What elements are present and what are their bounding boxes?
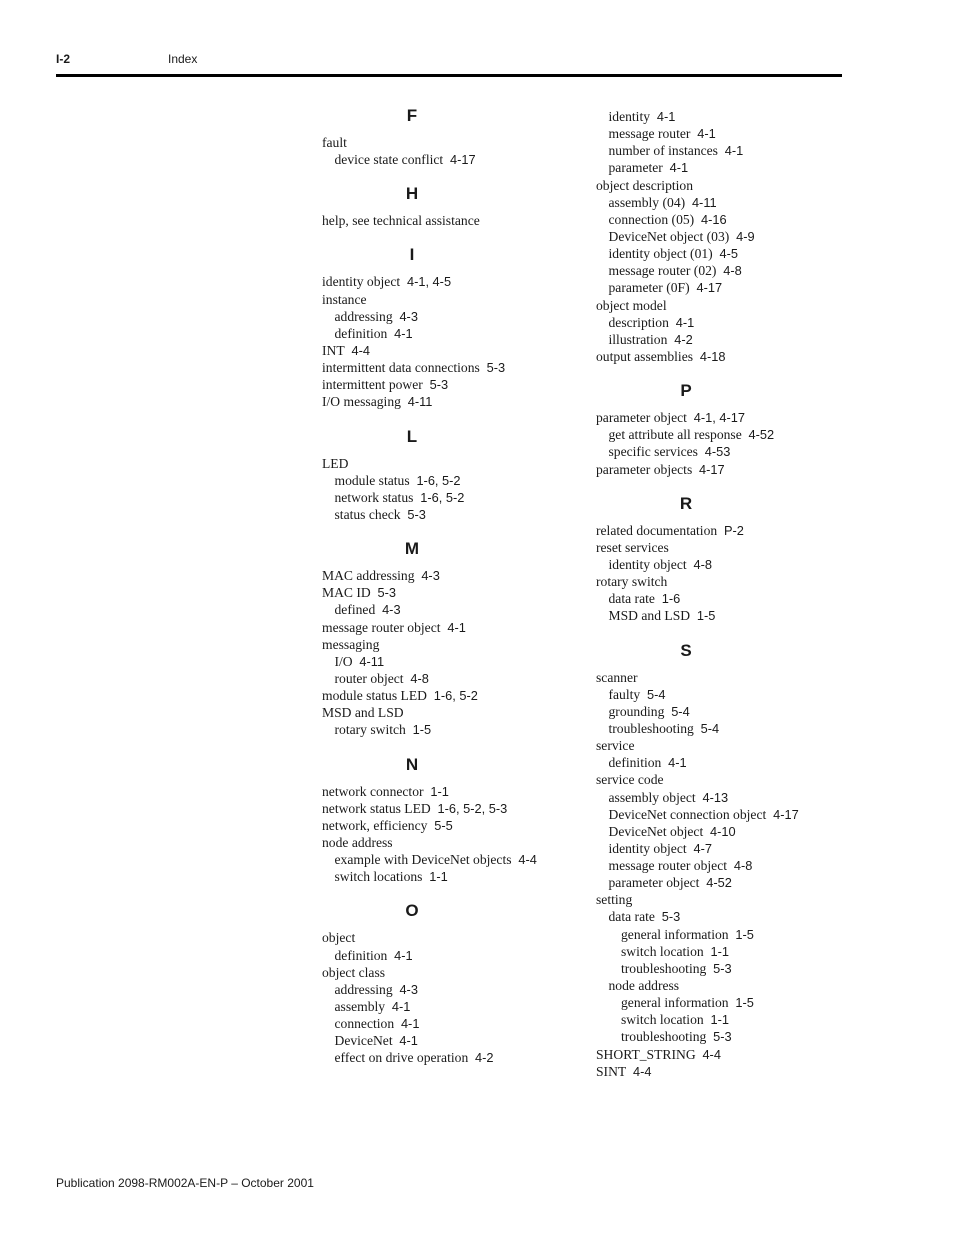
index-entry	[596, 720, 896, 737]
entry-page-ref[interactable]: 4-17	[699, 461, 725, 477]
entry-term: get attribute all response	[608, 427, 742, 443]
index-entry	[596, 1063, 896, 1080]
entry-term: messaging	[322, 636, 380, 652]
entry-page-ref[interactable]: 5-4	[671, 703, 690, 719]
entry-term: parameter (0F)	[608, 280, 690, 296]
index-entry	[596, 960, 896, 977]
entry-page-ref[interactable]: 4-1	[399, 1033, 418, 1049]
index-entry	[322, 868, 578, 885]
index-entry	[596, 590, 896, 607]
index-entry	[596, 409, 896, 426]
entry-page-ref[interactable]: 1-5	[412, 722, 432, 738]
entry-page-ref[interactable]: 1-1	[710, 943, 729, 959]
entry-page-ref[interactable]: 1-5	[696, 608, 716, 624]
entry-term: addressing	[334, 308, 393, 324]
index-entry	[596, 771, 896, 788]
entry-page-ref[interactable]: 5-5	[434, 817, 453, 833]
index-entry	[596, 908, 896, 925]
entry-term: module status	[334, 472, 410, 488]
entry-page-ref[interactable]: 5-3	[407, 506, 426, 522]
entry-term: connection	[334, 1016, 395, 1032]
entry-term: definition	[608, 755, 662, 771]
entry-term: node address	[322, 834, 393, 850]
entry-term: parameter	[608, 160, 663, 176]
index-entry	[322, 584, 578, 601]
section-letter: F	[406, 106, 418, 125]
entry-term: object description	[596, 177, 694, 193]
entry-page-ref[interactable]: 4-53	[704, 444, 731, 460]
index-entry	[322, 981, 578, 998]
entry-term: DeviceNet object (03)	[608, 228, 730, 244]
index-entry	[596, 159, 896, 176]
entry-page-ref[interactable]: 4-52	[706, 875, 732, 891]
index-entry	[322, 359, 578, 376]
entry-term: network status LED	[322, 800, 431, 816]
entry-term: troubleshooting	[621, 1029, 707, 1045]
index-entry	[596, 228, 896, 245]
entry-page-ref[interactable]: 5-4	[700, 720, 720, 736]
entry-term: assembly	[334, 998, 386, 1014]
index-entry	[322, 1032, 578, 1049]
entry-term: switch locations	[334, 869, 423, 885]
index-section	[322, 901, 578, 1066]
index-column-left	[322, 106, 578, 1066]
index-entry	[596, 194, 896, 211]
entry-term: identity object	[322, 274, 401, 290]
index-entry	[596, 686, 896, 703]
index-entry	[322, 472, 578, 489]
entry-term: parameter objects	[596, 461, 693, 477]
index-entry	[596, 857, 896, 874]
entry-term: fault	[322, 135, 347, 150]
index-entry	[596, 806, 896, 823]
index-entry	[322, 455, 578, 472]
entry-page-ref[interactable]: 4-3	[421, 568, 440, 584]
entry-term: message router	[608, 126, 691, 142]
entry-page-ref[interactable]: 4-1	[400, 1016, 420, 1032]
entry-term: MAC addressing	[322, 568, 415, 584]
index-entry	[596, 789, 896, 806]
index-entry	[596, 737, 896, 754]
entry-page-ref[interactable]: P-2	[723, 522, 744, 538]
index-section	[322, 184, 578, 229]
entry-term: I/O	[334, 653, 353, 669]
entry-page-ref[interactable]: 4-13	[702, 789, 729, 805]
index-entry	[322, 619, 578, 636]
entry-term: message router object	[608, 858, 728, 874]
index-entry	[596, 279, 896, 296]
entry-page-ref[interactable]: 1-6, 5-2	[420, 489, 465, 505]
entry-page-ref[interactable]: 5-3	[713, 960, 732, 976]
header-rule	[56, 74, 842, 77]
entry-page-ref[interactable]: 4-17	[450, 152, 476, 168]
entry-term: MSD and LSD	[322, 705, 404, 721]
entry-page-ref[interactable]: 4-11	[407, 394, 433, 410]
entry-page-ref[interactable]: 4-4	[351, 342, 370, 358]
entry-term: specific services	[608, 444, 698, 460]
entry-term: status check	[334, 506, 401, 522]
entry-term: assembly object	[608, 789, 696, 805]
entry-page-ref[interactable]: 4-1	[656, 109, 676, 124]
entry-page-ref[interactable]: 4-8	[410, 670, 429, 686]
index-entry	[596, 823, 896, 840]
entry-term: INT	[322, 342, 345, 358]
index-entry	[596, 977, 896, 994]
entry-term: switch location	[621, 1012, 704, 1028]
entry-term: identity object	[608, 556, 687, 572]
entry-term: troubleshooting	[608, 720, 694, 736]
section-letter: S	[680, 640, 692, 660]
entry-term: connection (05)	[608, 211, 695, 227]
section-letter: L	[406, 426, 418, 446]
entry-term: related documentation	[596, 522, 718, 538]
index-entry	[596, 891, 896, 908]
index-entry	[322, 670, 578, 687]
index-section	[322, 427, 578, 524]
index-entry	[596, 522, 896, 539]
entry-term: DeviceNet	[334, 1033, 393, 1049]
entry-page-ref[interactable]: 4-7	[693, 840, 712, 856]
publication-footer: Publication 2098-RM002A-EN-P – October 2001	[56, 1176, 314, 1190]
entry-term: effect on drive operation	[334, 1050, 469, 1066]
entry-page-ref[interactable]: 4-18	[699, 348, 726, 364]
entry-page-ref[interactable]: 4-16	[700, 211, 727, 227]
index-entry	[322, 393, 578, 410]
index-entry	[322, 212, 578, 229]
index-entry	[596, 573, 896, 590]
index-entry	[596, 348, 896, 365]
index-entry	[322, 851, 578, 868]
index-entry	[322, 1015, 578, 1032]
index-entry	[596, 703, 896, 720]
entry-term: MSD and LSD	[608, 608, 691, 624]
entry-term: service	[596, 738, 635, 754]
section-letter: R	[679, 493, 693, 513]
index-entry	[322, 687, 578, 704]
entry-term: network, efficiency	[322, 817, 428, 833]
entry-page-ref[interactable]: 4-10	[710, 823, 736, 839]
index-section	[322, 245, 578, 410]
index-entry	[322, 506, 578, 523]
index-entry	[322, 291, 578, 308]
index-entry	[322, 964, 578, 981]
entry-term: troubleshooting	[621, 960, 707, 976]
index-entry	[322, 325, 578, 342]
entry-term: module status LED	[322, 688, 427, 704]
entry-term: message router object	[322, 619, 441, 635]
entry-page-ref[interactable]: 4-1, 4-17	[693, 410, 745, 426]
entry-page-ref[interactable]: 4-8	[723, 263, 742, 279]
index-section	[322, 755, 578, 886]
entry-page-ref[interactable]: 4-1	[394, 947, 413, 963]
entry-page-ref[interactable]: 4-1	[675, 314, 695, 330]
entry-page-ref[interactable]: 4-1, 4-5	[406, 274, 452, 290]
running-header: Index	[168, 52, 198, 66]
index-entry	[596, 426, 896, 443]
index-entry	[596, 1011, 896, 1028]
entry-term: network status	[334, 489, 414, 505]
entry-page-ref[interactable]: 4-17	[696, 280, 723, 296]
entry-term: illustration	[608, 331, 668, 347]
index-entry	[596, 177, 896, 194]
index-column-right	[596, 108, 896, 1080]
index-entry	[596, 262, 896, 279]
entry-term: definition	[334, 325, 388, 341]
entry-term: I/O messaging	[322, 394, 401, 410]
entry-page-ref[interactable]: 4-8	[733, 858, 753, 874]
index-entry	[322, 929, 578, 946]
entry-page-ref[interactable]: 4-1	[724, 143, 744, 159]
index-entry	[322, 376, 578, 393]
entry-term: reset services	[596, 539, 669, 555]
index-entry	[596, 331, 896, 348]
index-section	[596, 641, 896, 1080]
index-entry	[596, 108, 896, 125]
index-entry	[322, 721, 578, 738]
index-entry	[322, 273, 578, 290]
entry-page-ref[interactable]: 1-1	[430, 783, 449, 799]
entry-term: definition	[334, 947, 388, 963]
entry-page-ref[interactable]: 4-1	[669, 160, 689, 176]
entry-term: description	[608, 314, 669, 330]
index-entry	[596, 211, 896, 228]
index-entry	[322, 653, 578, 670]
index-entry	[322, 489, 578, 506]
entry-term: data rate	[608, 591, 655, 607]
entry-term: MAC ID	[322, 585, 371, 601]
entry-term: help, see technical assistance	[322, 213, 480, 229]
entry-term: identity object	[608, 840, 687, 856]
index-entry	[322, 834, 578, 851]
entry-page-ref[interactable]: 1-6, 5-2	[416, 472, 461, 488]
index-section	[596, 494, 896, 625]
entry-term: rotary switch	[334, 722, 406, 738]
entry-term: grounding	[608, 703, 665, 719]
entry-page-ref[interactable]: 5-3	[713, 1029, 732, 1045]
entry-term: general information	[621, 926, 729, 942]
section-letter: P	[680, 381, 692, 401]
entry-term: object model	[596, 297, 667, 313]
index-entry	[596, 926, 896, 943]
entry-page-ref[interactable]: 4-2	[674, 331, 693, 347]
entry-page-ref[interactable]: 5-3	[661, 909, 681, 925]
index-entry	[322, 704, 578, 721]
entry-page-ref[interactable]: 5-3	[486, 360, 506, 376]
index-entry	[322, 800, 578, 817]
index-entry	[596, 754, 896, 771]
entry-page-ref[interactable]: 4-3	[382, 602, 401, 618]
index-entry	[596, 874, 896, 891]
entry-page-ref[interactable]: 1-1	[710, 1012, 729, 1028]
entry-term: router object	[334, 670, 404, 686]
entry-page-ref[interactable]: 4-3	[399, 981, 418, 997]
entry-page-ref[interactable]: 4-3	[399, 308, 418, 324]
entry-term: addressing	[334, 981, 393, 997]
entry-page-ref[interactable]: 4-1	[394, 325, 413, 341]
index-section	[322, 106, 578, 168]
section-letter: H	[405, 184, 419, 204]
entry-page-ref[interactable]: 4-4	[518, 852, 537, 868]
entry-term: object	[322, 930, 356, 946]
entry-term: identity object (01)	[608, 246, 713, 262]
section-letter: M	[404, 539, 420, 559]
entry-page-ref[interactable]: 4-8	[693, 556, 712, 572]
entry-term: network connector	[322, 783, 424, 799]
entry-page-ref[interactable]: 1-1	[429, 869, 448, 885]
entry-term: object class	[322, 964, 386, 980]
entry-term: service code	[596, 772, 664, 788]
entry-page-ref[interactable]: 4-1	[391, 998, 411, 1014]
index-entry	[596, 539, 896, 556]
index-entry	[596, 1028, 896, 1045]
entry-term: intermittent power	[322, 377, 423, 393]
entry-page-ref[interactable]: 4-11	[691, 194, 717, 210]
entry-term: output assemblies	[596, 348, 694, 364]
index-section	[322, 539, 578, 738]
index-entry	[596, 669, 896, 686]
index-entry	[596, 125, 896, 142]
index-entry	[322, 1049, 578, 1066]
entry-term: faulty	[608, 686, 641, 702]
entry-term: scanner	[596, 669, 638, 685]
entry-term: LED	[322, 455, 349, 471]
entry-term: parameter object	[608, 875, 700, 891]
entry-page-ref[interactable]: 4-1	[697, 126, 716, 142]
entry-term: instance	[322, 291, 367, 307]
index-entry	[322, 342, 578, 359]
entry-page-ref[interactable]: 4-1	[447, 619, 466, 635]
entry-page-ref[interactable]: 1-5	[735, 995, 754, 1011]
entry-page-ref[interactable]: 4-17	[773, 806, 799, 822]
entry-term: SINT	[596, 1063, 627, 1079]
entry-term: intermittent data connections	[322, 360, 480, 376]
entry-term: data rate	[608, 909, 655, 925]
entry-term: setting	[596, 892, 633, 908]
index-section	[596, 108, 896, 365]
entry-page-ref[interactable]: 1-6	[661, 591, 681, 607]
index-entry	[322, 567, 578, 584]
index-entry	[596, 556, 896, 573]
entry-page-ref[interactable]: 4-9	[736, 228, 755, 244]
index-entry	[596, 607, 896, 624]
index-entry	[596, 297, 896, 314]
index-entry	[596, 994, 896, 1011]
entry-term: DeviceNet connection object	[608, 806, 767, 822]
entry-page-ref[interactable]: 4-2	[475, 1050, 494, 1066]
entry-term: defined	[334, 602, 376, 618]
entry-term: example with DeviceNet objects	[334, 852, 512, 868]
index-entry	[322, 817, 578, 834]
entry-term: assembly (04)	[608, 194, 686, 210]
index-entry	[596, 245, 896, 262]
index-entry	[322, 783, 578, 800]
index-entry	[322, 601, 578, 618]
entry-term: general information	[621, 995, 729, 1011]
index-entry	[322, 308, 578, 325]
entry-page-ref[interactable]: 4-11	[359, 653, 385, 669]
entry-term: switch location	[621, 943, 704, 959]
index-entry	[596, 1046, 896, 1063]
entry-term: device state conflict	[334, 152, 444, 168]
entry-page-ref[interactable]: 5-3	[377, 585, 397, 601]
entry-term: number of instances	[608, 143, 718, 159]
section-letter: I	[409, 245, 415, 265]
entry-page-ref[interactable]: 4-4	[702, 1046, 721, 1062]
entry-page-ref[interactable]: 4-5	[719, 246, 738, 262]
index-entry	[596, 840, 896, 857]
index-entry	[596, 142, 896, 159]
entry-term: parameter object	[596, 410, 687, 426]
index-entry	[322, 151, 578, 168]
index-entry	[596, 943, 896, 960]
section-letter: N	[405, 754, 419, 774]
entry-term: node address	[608, 978, 680, 994]
entry-page-ref[interactable]: 4-52	[748, 427, 775, 443]
entry-page-ref[interactable]: 4-4	[633, 1063, 652, 1079]
index-entry	[322, 636, 578, 653]
index-entry	[596, 443, 896, 460]
entry-term: identity	[608, 109, 651, 124]
index-entry	[322, 947, 578, 964]
section-letter: O	[405, 901, 419, 921]
entry-page-ref[interactable]: 4-1	[668, 755, 687, 771]
index-entry	[322, 998, 578, 1015]
entry-term: SHORT_STRING	[596, 1046, 696, 1062]
index-entry	[596, 461, 896, 478]
entry-page-ref[interactable]: 5-3	[429, 377, 449, 393]
entry-page-ref[interactable]: 5-4	[647, 686, 666, 702]
entry-term: DeviceNet object	[608, 823, 704, 839]
index-entry	[322, 134, 578, 151]
entry-page-ref[interactable]: 1-6, 5-2, 5-3	[437, 800, 508, 816]
entry-page-ref[interactable]: 1-6, 5-2	[433, 688, 478, 704]
entry-term: message router (02)	[608, 263, 717, 279]
page-number: I-2	[56, 52, 71, 66]
index-entry	[596, 314, 896, 331]
entry-page-ref[interactable]: 1-5	[735, 926, 754, 942]
index-section	[596, 381, 896, 478]
entry-term: rotary switch	[596, 574, 668, 590]
